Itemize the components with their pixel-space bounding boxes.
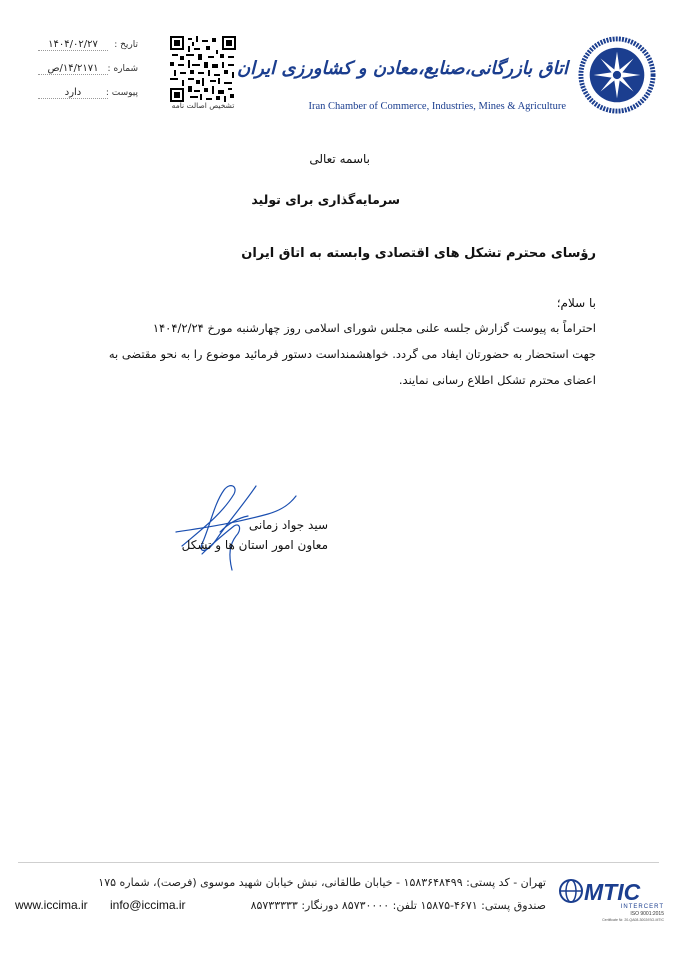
qr-code[interactable] — [170, 36, 236, 102]
signatory-name: سید جواد زمانی — [248, 518, 328, 532]
cert-iso: ISO 9001:2015 — [630, 911, 664, 917]
attachment-value: دارد — [38, 87, 108, 99]
chamber-logo-icon — [578, 36, 656, 114]
footer-address: تهران - کد پستی: ۱۵۸۳۶۴۸۴۹۹ - خیابان طالقانی، نبش خیابان شهید موسوی (فرصت)، شماره ۱۷۵ — [98, 876, 546, 889]
date-label: تاریخ : — [114, 40, 138, 50]
chamber-name-persian: اتاق بازرگانی،صنایع،معادن و کشاورزی ایران — [236, 58, 568, 79]
slogan: سرمایه‌گذاری برای تولید — [251, 192, 400, 207]
number-value: ۱۴/۲۱۷۱/ص — [38, 63, 108, 75]
number-row — [26, 64, 138, 80]
cert-sub: INTERCERT — [620, 904, 664, 910]
greeting: با سلام؛ — [556, 296, 596, 310]
attachment-row — [26, 88, 138, 104]
date-value: ۱۴۰۴/۰۲/۲۷ — [38, 39, 108, 51]
chamber-name-english: Iran Chamber of Commerce, Industries, Mines & Agriculture — [308, 101, 566, 112]
attachment-label: پیوست : — [105, 88, 138, 98]
body-line-1: احتراماً به پیوست گزارش جلسه علنی مجلس شورای اسلامی روز چهارشنبه مورخ ۱۴۰۴/۲/۲۴ — [152, 321, 596, 335]
invocation: باسمه تعالی — [309, 152, 370, 166]
qr-caption: تشخیص اصالت نامه — [171, 101, 235, 110]
cert-brand: MTIC — [584, 879, 641, 905]
website-link[interactable]: www.iccima.ir — [15, 898, 88, 912]
footer-contact: صندوق پستی: ۴۶۷۱-۱۵۸۷۵ تلفن: ۸۵۷۳۰۰۰۰ دورنگار: ۸۵۷۳۳۳۳۳ — [250, 899, 546, 912]
email-link[interactable]: info@iccima.ir — [110, 898, 186, 912]
signatory-title: معاون امور استان ها و تشکل — [181, 538, 328, 552]
number-label: شماره : — [107, 64, 138, 74]
footer-divider — [18, 862, 659, 863]
date-row — [26, 40, 138, 56]
recipient: رؤسای محترم تشکل های اقتصادی وابسته به اتاق ایران — [241, 246, 596, 261]
globe-icon — [560, 880, 582, 902]
body-line-2: جهت استحضار به حضورتان ایفاد می گردد. خواهشمنداست دستور فرمائید موضوع را به نحو مقتضی به — [108, 347, 596, 361]
cert-number: Certificate Nr. 20-QA08-3002/ISO-MTIC — [602, 918, 664, 922]
mtic-certification-logo — [556, 877, 666, 923]
body-line-3: اعضای محترم تشکل اطلاع رسانی نمایند. — [398, 373, 596, 387]
